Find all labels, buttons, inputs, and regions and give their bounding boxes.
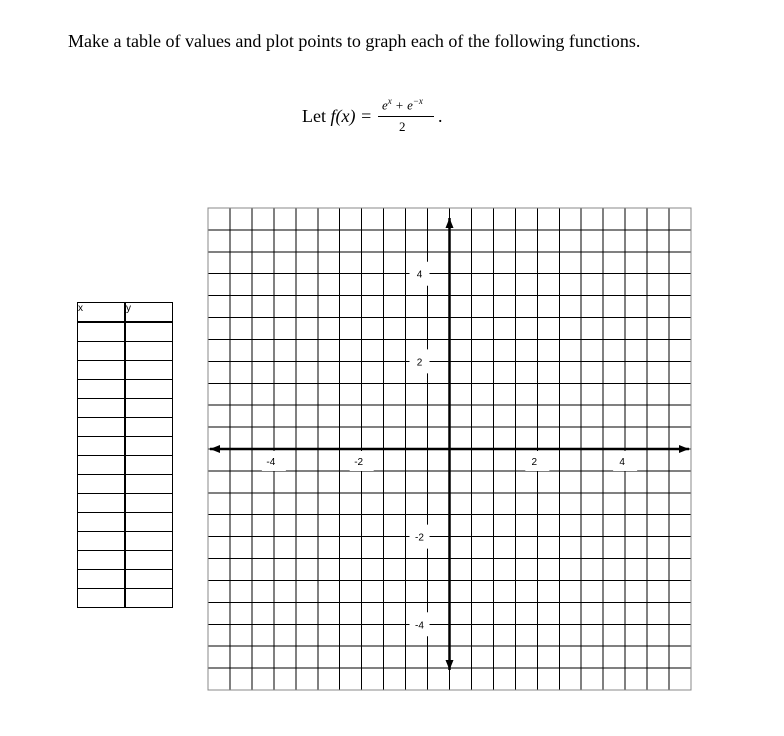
table-cell-x[interactable] — [78, 418, 126, 437]
table-row — [78, 361, 173, 380]
table-cell-x[interactable] — [78, 456, 126, 475]
table-cell-x[interactable] — [78, 437, 126, 456]
formula-numerator — [382, 96, 423, 113]
table-cell-y[interactable] — [125, 589, 173, 608]
numerator-base-1: e — [382, 97, 388, 113]
header-y: y — [125, 303, 173, 323]
function-definition — [302, 96, 472, 146]
table-cell-x[interactable] — [78, 361, 126, 380]
formula-fx: f(x) = — [330, 106, 373, 126]
y-tick-label: 4 — [416, 269, 423, 281]
value-table-header — [78, 303, 173, 323]
table-row — [78, 437, 173, 456]
table-row — [78, 589, 173, 608]
x-tick-label: 2 — [531, 457, 538, 468]
table-cell-y[interactable] — [125, 437, 173, 456]
table-row — [78, 475, 173, 494]
table-row — [78, 342, 173, 361]
numerator-exp-2: −x — [412, 96, 423, 106]
table-cell-y[interactable] — [125, 475, 173, 494]
table-cell-y[interactable] — [125, 399, 173, 418]
value-table-body — [78, 303, 173, 608]
table-row — [78, 456, 173, 475]
table-cell-x[interactable] — [78, 570, 126, 589]
table-cell-y[interactable] — [125, 494, 173, 513]
table-row — [78, 551, 173, 570]
table-cell-y[interactable] — [125, 342, 173, 361]
x-tick-label: -2 — [354, 457, 364, 468]
table-cell-x[interactable] — [78, 342, 126, 361]
y-tick-label: -2 — [415, 532, 424, 544]
table-cell-x[interactable] — [78, 494, 126, 513]
x-tick-label-bg — [525, 451, 549, 471]
table-cell-y[interactable] — [125, 361, 173, 380]
coordinate-plane — [200, 200, 700, 700]
formula-period: . — [438, 106, 443, 126]
x-tick-label: -4 — [266, 457, 276, 468]
table-row — [78, 494, 173, 513]
table-row — [78, 322, 173, 342]
y-tick-label: -4 — [415, 620, 424, 632]
fraction-bar — [378, 116, 434, 117]
table-cell-x[interactable] — [78, 399, 126, 418]
table-row — [78, 380, 173, 399]
x-axis-arrow-right — [679, 445, 689, 453]
formula-denominator: 2 — [399, 119, 406, 134]
table-cell-y[interactable] — [125, 418, 173, 437]
table-cell-y[interactable] — [125, 513, 173, 532]
table-row — [78, 570, 173, 589]
y-axis-arrow-up — [446, 218, 454, 228]
table-cell-y[interactable] — [125, 456, 173, 475]
table-cell-x[interactable] — [78, 380, 126, 399]
table-cell-y[interactable] — [125, 570, 173, 589]
header-x: x — [78, 303, 126, 323]
x-tick-label: 4 — [619, 457, 625, 468]
table-row — [78, 399, 173, 418]
table-cell-y[interactable] — [125, 532, 173, 551]
y-tick-label: 2 — [416, 357, 423, 369]
table-cell-x[interactable] — [78, 475, 126, 494]
numerator-base-2: e — [407, 97, 413, 113]
table-cell-y[interactable] — [125, 551, 173, 570]
table-cell-y[interactable] — [125, 322, 173, 342]
table-cell-x[interactable] — [78, 322, 126, 342]
numerator-op: + — [391, 97, 408, 113]
table-cell-x[interactable] — [78, 532, 126, 551]
table-cell-y[interactable] — [125, 380, 173, 399]
table-cell-x[interactable] — [78, 513, 126, 532]
table-cell-x[interactable] — [78, 551, 126, 570]
table-row — [78, 513, 173, 532]
table-row — [78, 418, 173, 437]
value-table — [77, 302, 173, 608]
formula-lhs — [302, 106, 372, 127]
numerator-exp-1: x — [387, 96, 392, 106]
formula-let: Let — [302, 106, 326, 126]
instruction-text: Make a table of values and plot points to graph each of the following functions. — [68, 31, 641, 51]
x-tick-label-bg — [613, 451, 637, 471]
table-row — [78, 532, 173, 551]
table-cell-x[interactable] — [78, 589, 126, 608]
x-axis-arrow-left — [210, 445, 220, 453]
